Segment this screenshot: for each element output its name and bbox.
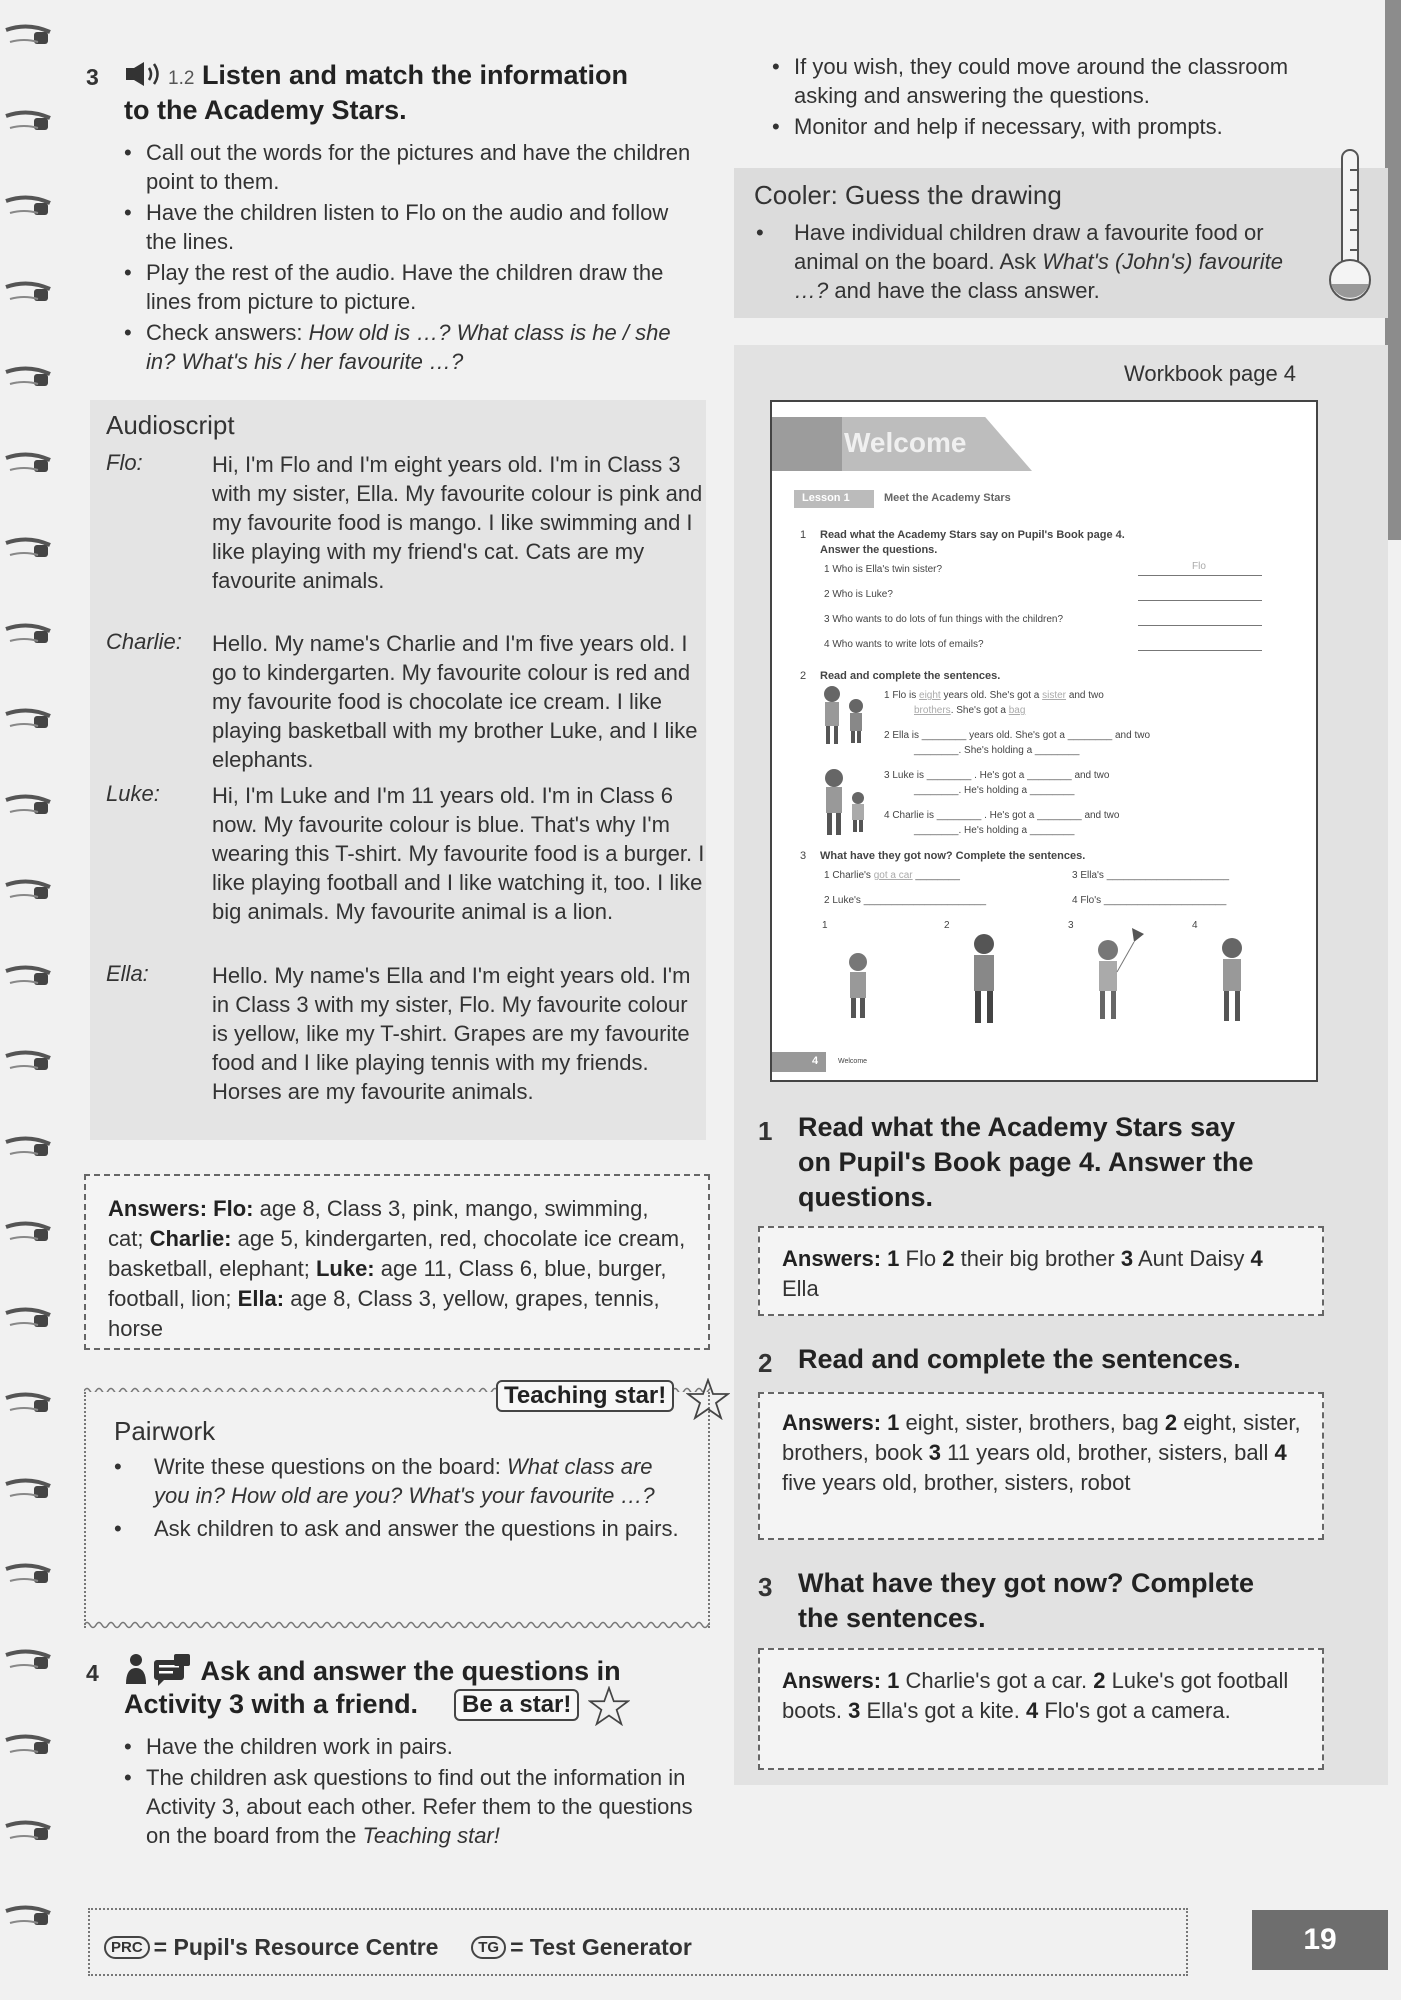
- activity3-number: 3: [86, 64, 99, 90]
- wb-ex1-answer: Flo: [1192, 561, 1206, 572]
- wb-ex3-item: 1 Charlie's got a car ________: [824, 870, 960, 881]
- wb-ex1-q: 1 Who is Ella's twin sister?: [824, 564, 943, 575]
- spiral-ring: [4, 1559, 52, 1589]
- audio-speaker-icon: [124, 60, 164, 97]
- wb-ex2-title: Read and complete the sentences.: [820, 670, 1001, 682]
- activity3-title-line2: to the Academy Stars.: [124, 95, 407, 125]
- wb-four-children-illustration: [832, 922, 1272, 1032]
- pairwork-title: Pairwork: [114, 1416, 216, 1446]
- spiral-ring: [4, 533, 52, 563]
- cooler-bullet: • Have individual children draw a favourite food or animal on the board. Ask What's (John's) favourite …? and have the class answer.: [756, 218, 1316, 305]
- spiral-ring: [4, 1132, 52, 1162]
- teaching-star-badge: Teaching star!: [496, 1380, 674, 1412]
- spiral-ring: [4, 619, 52, 649]
- star-icon: [588, 1686, 630, 1726]
- wb-ex1-sub: Answer the questions.: [820, 544, 938, 556]
- wb-line: [1138, 650, 1262, 651]
- wb-ex3-title-line1: What have they got now? Complete: [798, 1568, 1255, 1598]
- spiral-ring: [4, 1217, 52, 1247]
- cooler-bullets: [756, 218, 1316, 307]
- wb-ex1-q: 4 Who wants to write lots of emails?: [824, 639, 984, 650]
- wb-ex3-number: 3: [758, 1572, 773, 1602]
- wb-ex2-row1: 1 Flo is eight years old. She's got a sister and two: [884, 690, 1104, 701]
- tg-text: = Test Generator: [510, 1934, 692, 1960]
- speech-ella: Hello. My name's Ella and I'm eight years old. I'm in Class 3 with my sister, Flo. My favourite colour is yellow, like my T-shirt. Grapes are my favourite food and I like playing tennis with my friends. Horses are my favourite animals.: [212, 963, 691, 1104]
- activity4-title-line2: Activity 3 with a friend.: [124, 1689, 419, 1719]
- prc-text: = Pupil's Resource Centre: [153, 1934, 439, 1960]
- cooler-title: Cooler: Guess the drawing: [754, 180, 1062, 210]
- activity4-bullet: • Have the children work in pairs.: [124, 1732, 704, 1761]
- pairwork-bullets: [114, 1452, 684, 1545]
- spiral-ring: [4, 20, 52, 50]
- spiral-ring: [4, 1303, 52, 1333]
- wb-ex2-answers-box: Answers: 1 eight, sister, brothers, bag 2 eight, sister, brothers, book 3 11 years old, brother, sisters, ball 4 five years old, brother, sisters, robot: [758, 1392, 1324, 1540]
- wb-ex2-title: Read and complete the sentences.: [798, 1344, 1241, 1374]
- activity4-bullet: • The children ask questions to find out the information in Activity 3, about each other. Refer them to the questions on the board from the Teaching star!: [124, 1763, 704, 1850]
- spiral-ring: [4, 961, 52, 991]
- wb-ex2-row3b: ________. He's holding a ________: [914, 785, 1075, 796]
- wb-ex2-row4b: ________. He's holding a ________: [914, 825, 1075, 836]
- activity3-bullets: [124, 138, 704, 378]
- wb-ex2-row3: 3 Luke is ________ . He's got a ________ and two: [884, 770, 1110, 781]
- wb-lesson-title: Meet the Academy Stars: [884, 492, 1011, 504]
- speech-luke: Hi, I'm Luke and I'm 11 years old. I'm in Class 6 now. My favourite colour is blue. That's why I'm wearing this T-shirt. My favourite food is a burger. I like playing football and I like watching it, too. I like big animals. My favourite animal is a lion.: [212, 783, 705, 924]
- wb-ex3-num: 3: [800, 850, 807, 862]
- wb-ex1-title-line3: questions.: [798, 1182, 934, 1212]
- wb-pic-num: 3: [1068, 920, 1074, 931]
- wb-ex1-title-line2: on Pupil's Book page 4. Answer the: [798, 1147, 1254, 1177]
- wb-ex1-q: 2 Who is Luke?: [824, 589, 893, 600]
- wb-ex3-title-line2: the sentences.: [798, 1603, 986, 1633]
- wb-pic-num: 2: [944, 920, 950, 931]
- activity3-bullet: • Play the rest of the audio. Have the children draw the lines from picture to picture.: [124, 258, 704, 316]
- wb-ex2-num: 2: [800, 670, 807, 682]
- spiral-ring: [4, 875, 52, 905]
- spiral-ring: [4, 790, 52, 820]
- thermometer-icon: [1328, 148, 1372, 308]
- spiral-ring: [4, 704, 52, 734]
- wb-footer-word: Welcome: [838, 1058, 868, 1065]
- wb-pic-num: 4: [1192, 920, 1198, 931]
- speech-flo: Hi, I'm Flo and I'm eight years old. I'm in Class 3 with my sister, Ella. My favourite colour is pink and my favourite food is mango. I like swimming and I like playing with my friend's cat. Cats are my favourite animals.: [212, 452, 703, 593]
- wb-ex1-num: 1: [800, 529, 807, 541]
- spiral-ring: [4, 1645, 52, 1675]
- page-number: 19: [1252, 1910, 1388, 1970]
- wb-header-band-left: [772, 417, 842, 471]
- be-a-star-badge: Be a star!: [454, 1689, 579, 1721]
- wb-ex3-title: What have they got now? Complete the sentences.: [820, 850, 1086, 862]
- prc-badge: PRC: [104, 1936, 150, 1959]
- tg-badge: TG: [471, 1936, 506, 1959]
- activity4-number: 4: [86, 1660, 99, 1686]
- activity3-answers-box: Answers: Flo: age 8, Class 3, pink, mango, swimming, cat; Charlie: age 5, kindergarten, red, chocolate ice cream, basketball, elephant; Luke: age 11, Class 6, blue, burger, football, lion; Ella: age 8, Class 3, yellow, grapes, tennis, horse: [84, 1174, 710, 1350]
- activity3-bullet: • Call out the words for the pictures and have the children point to them.: [124, 138, 704, 196]
- wb-header-title: Welcome: [844, 427, 967, 458]
- wb-ex3-answers-box: Answers: 1 Charlie's got a car. 2 Luke's got football boots. 3 Ella's got a kite. 4 Flo's got a camera.: [758, 1648, 1324, 1770]
- activity3-title-line1: Listen and match the information: [201, 60, 628, 90]
- wavy-border-bottom: [84, 1620, 710, 1630]
- audioscript-title: Audioscript: [106, 410, 235, 440]
- activity3-bullet-check: • Check answers: How old is …? What class is he / she in? What's his / her favourite …?: [124, 318, 704, 376]
- spiral-ring: [4, 106, 52, 136]
- wb-ex1-title: Read what the Academy Stars say on Pupil's Book page 4.: [820, 529, 1125, 541]
- spiral-ring: [4, 362, 52, 392]
- spiral-ring: [4, 1730, 52, 1760]
- wb-lesson-tag: Lesson 1: [802, 492, 850, 504]
- activity3-bullet: • Have the children listen to Flo on the audio and follow the lines.: [124, 198, 704, 256]
- star-icon: [686, 1378, 730, 1420]
- spiral-ring: [4, 1474, 52, 1504]
- speaker-charlie: Charlie:: [106, 629, 182, 654]
- speaker-ella: Ella:: [106, 961, 149, 986]
- wb-ex1-title-line1: Read what the Academy Stars say: [798, 1112, 1236, 1142]
- pairwork-bullet: • Ask children to ask and answer the questions in pairs.: [114, 1514, 684, 1543]
- right-top-bullets: [772, 52, 1352, 143]
- spiral-binding: [0, 20, 58, 1980]
- activity4-bullets: [124, 1732, 704, 1852]
- activity3-heading: [124, 58, 628, 97]
- wb-ex2-row1b: brothers. She's got a bag: [914, 705, 1026, 716]
- speaker-luke: Luke:: [106, 781, 160, 806]
- wb-children-illustration: [816, 682, 876, 862]
- workbook-page-label: Workbook page 4: [1124, 361, 1297, 386]
- speaker-flo: Flo:: [106, 450, 143, 475]
- wb-ex1-q: 3 Who wants to do lots of fun things with the children?: [824, 614, 1064, 625]
- spiral-ring: [4, 191, 52, 221]
- wb-ex3-item: 2 Luke's ______________________: [824, 895, 987, 906]
- spiral-ring: [4, 448, 52, 478]
- activity4-title-line1: Ask and answer the questions in: [200, 1656, 621, 1686]
- audio-track-number: 1.2: [168, 68, 195, 89]
- wb-ex2-number: 2: [758, 1348, 773, 1378]
- spiral-ring: [4, 1816, 52, 1846]
- workbook-page-thumbnail: [770, 400, 1318, 1082]
- wb-line: [1138, 600, 1262, 601]
- wb-ex2-row2b: ________. She's holding a ________: [914, 745, 1080, 756]
- right-bullet: • Monitor and help if necessary, with prompts.: [772, 112, 1352, 141]
- wb-line: [1138, 575, 1262, 576]
- wb-ex1-answers-box: Answers: 1 Flo 2 their big brother 3 Aunt Daisy 4 Ella: [758, 1226, 1324, 1316]
- spiral-ring: [4, 1388, 52, 1418]
- wb-pic-num: 1: [822, 920, 828, 931]
- speech-charlie: Hello. My name's Charlie and I'm five years old. I go to kindergarten. My favourite colour is red and my favourite food is chocolate ice cream. I like playing basketball with my brother Luke, and I like elephants.: [212, 631, 698, 772]
- pairwork-bullet: • Write these questions on the board: What class are you in? How old are you? What's your favourite …?: [114, 1452, 684, 1510]
- right-bullet: • If you wish, they could move around the classroom asking and answering the questions.: [772, 52, 1352, 110]
- wb-ex2-row4: 4 Charlie is ________ . He's got a ________ and two: [884, 810, 1120, 821]
- spiral-ring: [4, 277, 52, 307]
- wb-ex3-item: 3 Ella's ______________________: [1072, 870, 1230, 881]
- wb-footer-num: 4: [812, 1055, 819, 1067]
- footer-legend: [104, 1934, 692, 1961]
- spiral-ring: [4, 1901, 52, 1931]
- wb-ex3-item: 4 Flo's ______________________: [1072, 895, 1227, 906]
- wb-line: [1138, 625, 1262, 626]
- spiral-ring: [4, 1046, 52, 1076]
- wb-ex2-row2: 2 Ella is ________ years old. She's got a ________ and two: [884, 730, 1151, 741]
- wb-ex1-number: 1: [758, 1116, 773, 1146]
